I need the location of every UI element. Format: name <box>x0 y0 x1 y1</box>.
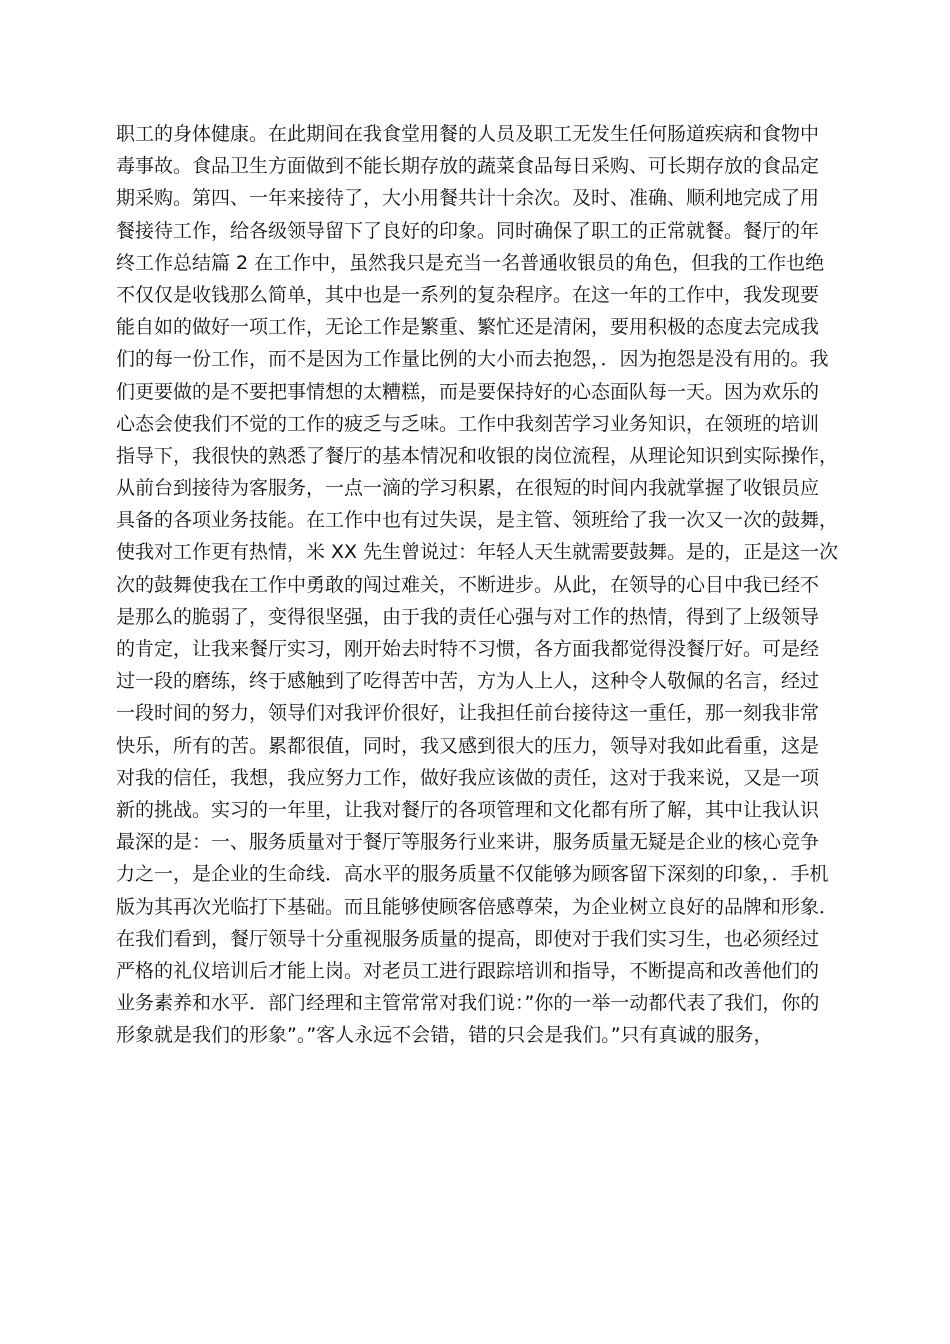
text-line: 餐接待工作，给各级领导留下了良好的印象。同时确保了职工的正常就餐。餐厅的年 <box>116 219 820 242</box>
text-line: 最深的是：一、服务质量对于餐厅等服务行业来讲，服务质量无疑是企业的核心竞争 <box>116 831 820 854</box>
text-line: 版为其再次光临打下基础。而且能够使顾客倍感尊荣，为企业树立良好的品牌和形象． <box>116 895 839 918</box>
text-line: 的肯定，让我来餐厅实习，刚开始去时特不习惯，各方面我都觉得没餐厅好。可是经 <box>116 638 820 660</box>
text-line: 期采购。第四、一年来接待了，大小用餐共计十余次。及时、准确、顺利地完成了用 <box>116 187 820 210</box>
text-line: 一段时间的努力，领导们对我评价很好，让我担任前台接待这一重任，那一刻我非常 <box>116 702 820 725</box>
text-line: 对我的信任，我想，我应努力工作，做好我应该做的责任，这对于我来说，又是一项 <box>116 766 820 789</box>
text-line: 指导下，我很快的熟悉了餐厅的基本情况和收银的岗位流程，从理论知识到实际操作， <box>116 444 839 467</box>
text-line: 毒事故。食品卫生方面做到不能长期存放的蔬菜食品每日采购、可长期存放的食品定 <box>116 155 820 178</box>
text-line: 新的挑战。实习的一年里，让我对餐厅的各项管理和文化都有所了解，其中让我认识 <box>116 798 820 821</box>
text-line: 不仅仅是收钱那么简单，其中也是一系列的复杂程序。在这一年的工作中，我发现要 <box>116 283 820 306</box>
text-line: 力之一，是企业的生命线．高水平的服务质量不仅能够为顾客留下深刻的印象，．手机 <box>116 863 829 886</box>
text-line: 们更要做的是不要把事情想的太糟糕，而是要保持好的心态面队每一天。因为欢乐的 <box>116 380 820 403</box>
text-line: 具备的各项业务技能。在工作中也有过失误，是主管、领班给了我一次又一次的鼓舞， <box>116 509 839 532</box>
text-line: 心态会使我们不觉的工作的疲乏与乏味。工作中我刻苦学习业务知识，在领班的培训 <box>116 412 820 435</box>
text-line: 从前台到接待为客服务，一点一滴的学习积累，在很短的时间内我就掌握了收银员应 <box>116 477 820 500</box>
text-line: 在我们看到，餐厅领导十分重视服务质量的提高，即使对于我们实习生，也必须经过 <box>116 927 820 950</box>
text-line: 使我对工作更有热情，米 XX 先生曾说过：年轻人天生就需要鼓舞。是的，正是这一次 <box>116 541 839 564</box>
text-line: 快乐，所有的苦。累都很值，同时，我又感到很大的压力，领导对我如此看重，这是 <box>116 734 820 757</box>
text-line: 严格的礼仪培训后才能上岗。对老员工进行跟踪培训和指导，不断提高和改善他们的 <box>116 959 820 982</box>
text-line: 们的每一份工作，而不是因为工作量比例的大小而去抱怨，．因为抱怨是没有用的。我 <box>116 348 829 371</box>
text-line: 职工的身体健康。在此期间在我食堂用餐的人员及职工无发生任何肠道疾病和食物中 <box>116 123 820 145</box>
text-line: 能自如的做好一项工作，无论工作是繁重、繁忙还是清闲，要用积极的态度去完成我 <box>116 316 820 339</box>
text-line: 终工作总结篇 2 在工作中，虽然我只是充当一名普通收银员的角色，但我的工作也绝 <box>116 251 825 274</box>
text-line: 过一段的磨练，终于感触到了吃得苦中苦，方为人上人，这种令人敬佩的名言，经过 <box>116 670 820 693</box>
text-line: 形象就是我们的形象”。”客人永远不会错，错的只会是我们。”只有真诚的服务， <box>116 1024 773 1047</box>
text-line: 次的鼓舞使我在工作中勇敢的闯过难关，不断进步。从此，在领导的心目中我已经不 <box>116 573 820 596</box>
text-line: 业务素养和水平．部门经理和主管常常对我们说：”你的一举一动都代表了我们，你的 <box>116 992 820 1015</box>
body-text <box>116 118 846 1051</box>
text-line: 是那么的脆弱了，变得很坚强，由于我的责任心强与对工作的热情，得到了上级领导 <box>116 605 820 628</box>
